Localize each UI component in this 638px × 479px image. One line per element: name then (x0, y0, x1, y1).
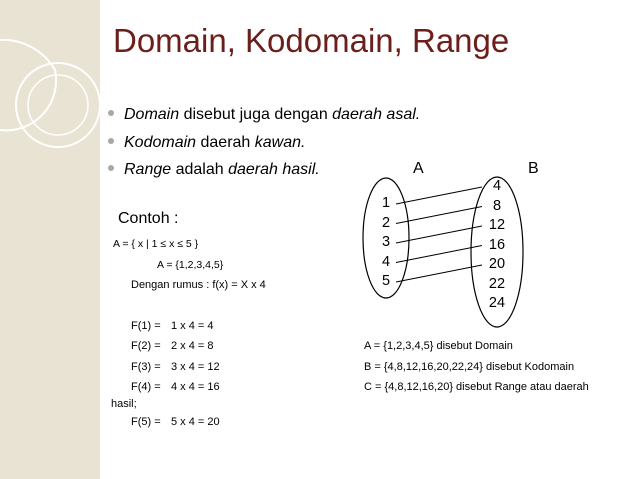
calc-rhs: 5 x 4 = 20 (171, 416, 220, 428)
mapping-line (396, 207, 482, 224)
formula: Dengan rumus : f(x) = X x 4 (131, 279, 266, 291)
calc-lhs: F(2) = (131, 340, 161, 352)
bullet-term: Domain (124, 106, 180, 123)
note-domain: A = {1,2,3,4,5} disebut Domain (364, 340, 513, 352)
bullet-term: daerah hasil. (228, 161, 320, 178)
calc-rhs: 1 x 4 = 4 (171, 320, 214, 332)
bullet-term: kawan. (254, 134, 306, 151)
codomain-value: 12 (488, 217, 506, 233)
set-a-label: A (413, 160, 424, 177)
domain-value: 4 (381, 253, 391, 270)
set-b-label: B (528, 160, 539, 177)
codomain-value: 24 (488, 295, 506, 311)
codomain-value: 20 (488, 256, 506, 272)
calc-lhs: F(5) = (131, 416, 161, 428)
mapping-line (396, 265, 482, 282)
calc-lhs: F(3) = (131, 361, 161, 373)
page-title: Domain, Kodomain, Range (113, 22, 510, 59)
domain-value: 5 (381, 273, 391, 289)
calc-rhs: 4 x 4 = 16 (171, 381, 220, 393)
bullet-text: disebut juga dengan (179, 106, 333, 123)
domain-value: 3 (381, 234, 391, 250)
mapping-line (396, 187, 482, 204)
bullet-text: adalah (171, 161, 229, 178)
set-definition: A = { x | 1 ≤ x ≤ 5 } (113, 238, 199, 250)
codomain-value: 8 (492, 197, 502, 214)
bullet-term: Range (124, 161, 172, 178)
bullet-text: daerah (196, 134, 255, 151)
wrap-text: hasil; (111, 398, 137, 410)
calc-rhs: 3 x 4 = 12 (171, 361, 220, 373)
codomain-value: 16 (488, 236, 506, 253)
note-range: C = {4,8,12,16,20} disebut Range atau daerah (364, 381, 589, 393)
codomain-value: 4 (492, 178, 502, 194)
domain-value: 2 (381, 214, 391, 231)
codomain-value: 22 (488, 275, 506, 292)
bullet-term: daerah asal. (332, 106, 421, 123)
set-list: A = {1,2,3,4,5} (157, 259, 224, 271)
calc-lhs: F(1) = (131, 320, 161, 332)
calc-lhs: F(4) = (131, 381, 161, 393)
note-kodomain: B = {4,8,12,16,20,22,24} disebut Kodomain (364, 361, 575, 373)
bullet-term: Kodomain (124, 134, 197, 151)
calc-rhs: 2 x 4 = 8 (171, 340, 214, 352)
domain-value: 1 (381, 195, 391, 211)
example-heading: Contoh : (118, 210, 179, 227)
